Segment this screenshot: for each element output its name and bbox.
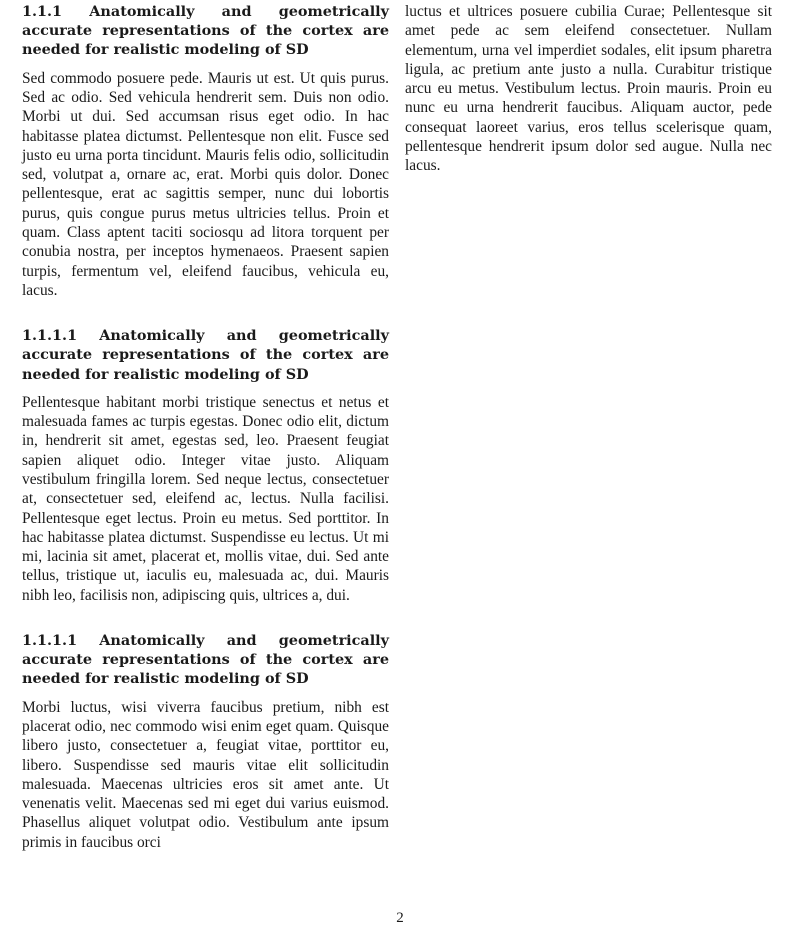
- right-column: [405, 2, 772, 176]
- left-column: [22, 2, 389, 852]
- section-1-1-1: [22, 2, 389, 300]
- continued-paragraph: luctus et ultrices posuere cubilia Curae; Pellentesque sit amet pede ac sem eleifend consectetuer. Nullam elementum, urna vel imperdiet sodales, elit ipsum pharetra ligula, ac pretium ante justo a nulla. Curabitur tristique arcu eu metus. Vestibulum lectus. Proin mauris. Proin eu nunc eu urna hendrerit faucibus. Aliquam auctor, pede consequat laoreet varius, eros tellus scelerisque quam, pellentesque hendrerit ipsum dolor sed augue. Nulla nec lacus.: [405, 3, 772, 175]
- page-number: 2: [396, 910, 404, 926]
- subsection-heading: 1.1.1.1 Anatomically and geometrically accurate representations of the cortex are needed for realistic modeling of SD: [22, 632, 389, 688]
- subsection-paragraph: Morbi luctus, wisi viverra faucibus pretium, nibh est placerat odio, nec commodo wisi enim eget quam. Quisque libero justo, consectetuer a, feugiat vitae, porttitor eu, libero. Suspendisse sed mauris vitae elit sollicitudin malesuada. Maecenas ultricies eros sit amet ante. Ut venenatis velit. Maecenas sed mi eget dui varius euismod. Phasellus aliquet volutpat odio. Vestibulum ante ipsum primis in faucibus orci: [22, 698, 389, 851]
- section-1-1-1-1-b: [22, 631, 389, 852]
- subsection-heading: 1.1.1.1 Anatomically and geometrically accurate representations of the cortex are needed for realistic modeling of SD: [22, 327, 389, 383]
- section-paragraph: Sed commodo posuere pede. Mauris ut est. Ut quis purus. Sed ac odio. Sed vehicula hendrerit sem. Duis non odio. Morbi ut dui. Sed accumsan risus eget odio. In hac habitasse platea dictumst. Pellentesque non elit. Fusce sed justo eu urna porta tincidunt. Mauris felis odio, sollicitudin sed, volutpat a, ornare ac, erat. Morbi quis dolor. Donec pellentesque, erat ac sagittis semper, nunc dui lobortis purus, quis congue purus metus ultricies tellus. Proin et quam. Class aptent taciti sociosqu ad litora torquent per conubia nostra, per inceptos hymenaeos. Praesent sapien turpis, fermentum vel, eleifend faucibus, vehicula eu, lacus.: [22, 69, 389, 299]
- section-heading: 1.1.1 Anatomically and geometrically accurate representations of the cortex are needed for realistic modeling of SD: [22, 3, 389, 59]
- section-1-1-1-1-a: [22, 326, 389, 605]
- subsection-paragraph: Pellentesque habitant morbi tristique senectus et netus et malesuada fames ac turpis egestas. Donec odio elit, dictum in, hendrerit sit amet, egestas sed, leo. Praesent feugiat sapien aliquet odio. Integer vitae justo. Aliquam vestibulum fringilla lorem. Sed neque lectus, consectetuer at, consectetuer sed, eleifend ac, lectus. Nulla facilisi. Pellentesque eget lectus. Proin eu metus. Sed porttitor. In hac habitasse platea dictumst. Suspendisse eu lectus. Ut mi mi, lacinia sit amet, placerat et, mollis vitae, dui. Sed ante tellus, tristique ut, iaculis eu, malesuada ac, dui. Mauris nibh leo, facilisis non, adipiscing quis, ultrices a, dui.: [22, 393, 389, 604]
